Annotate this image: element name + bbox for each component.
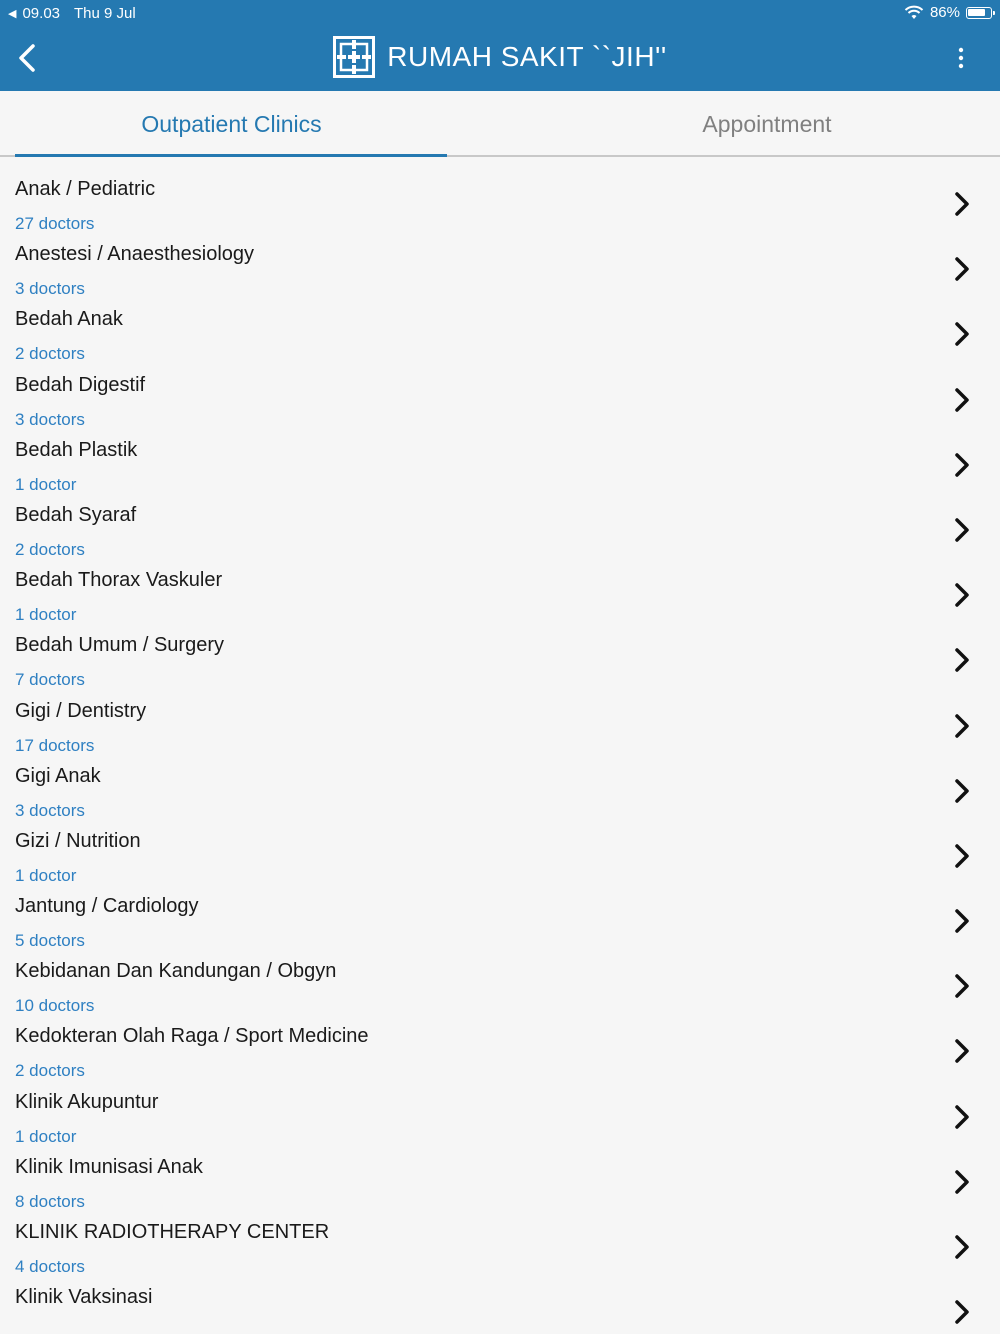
back-to-app-icon[interactable]: ◀ xyxy=(8,8,17,20)
clinic-row[interactable] xyxy=(0,157,1000,233)
chevron-right-icon xyxy=(952,191,972,217)
doctor-count: 10 doctors xyxy=(15,996,95,1016)
clinic-name: Klinik Imunisasi Anak xyxy=(15,1155,203,1178)
clinic-name: Klinik Akupuntur xyxy=(15,1090,159,1113)
chevron-right-icon xyxy=(952,778,972,804)
clinic-name: KLINIK RADIOTHERAPY CENTER xyxy=(15,1221,330,1243)
chevron-right-icon xyxy=(952,1104,972,1130)
clinic-row[interactable] xyxy=(0,1070,1000,1146)
clinic-list xyxy=(0,157,1000,1334)
top-bar xyxy=(0,0,1000,91)
chevron-right-icon xyxy=(952,321,972,347)
chevron-right-icon xyxy=(952,582,972,608)
clinic-name: Kebidanan Dan Kandungan / Obgyn xyxy=(15,960,337,983)
clinic-row[interactable] xyxy=(0,1265,1000,1330)
chevron-right-icon xyxy=(952,1299,972,1325)
status-time: 09.03 xyxy=(22,5,61,22)
chevron-right-icon xyxy=(952,387,972,413)
chevron-right-icon xyxy=(952,908,972,934)
status-right xyxy=(904,4,992,21)
app-title: RUMAH SAKIT ``JIH'' xyxy=(387,41,667,72)
chevron-right-icon xyxy=(952,1169,972,1195)
status-left xyxy=(8,5,136,22)
clinic-name: Gigi / Dentistry xyxy=(15,699,147,722)
hospital-logo-icon xyxy=(333,36,375,78)
clinic-name: Anak / Pediatric xyxy=(15,178,156,200)
chevron-right-icon xyxy=(952,973,972,999)
clinic-name: Bedah Thorax Vaskuler xyxy=(15,569,223,592)
doctor-count: 1 doctor xyxy=(15,474,77,494)
clinic-row[interactable] xyxy=(0,613,1000,690)
doctor-count: 2 doctors xyxy=(15,539,85,559)
clinic-row[interactable] xyxy=(0,1200,1000,1276)
chevron-right-icon xyxy=(952,647,972,673)
wifi-icon xyxy=(904,5,924,20)
doctor-count: 3 doctors xyxy=(15,279,85,299)
clinic-name: Bedah Umum / Surgery xyxy=(15,634,224,657)
clinic-row[interactable] xyxy=(0,353,1000,429)
clinic-row[interactable] xyxy=(0,287,1000,364)
doctor-count: 7 doctors xyxy=(15,670,85,690)
clinic-row[interactable] xyxy=(0,1135,1000,1211)
clinic-name: Bedah Anak xyxy=(15,308,123,331)
clinic-row[interactable] xyxy=(0,483,1000,559)
battery-icon xyxy=(966,7,992,19)
doctor-count: 1 doctor xyxy=(15,605,77,625)
clinic-name: Gizi / Nutrition xyxy=(15,829,141,852)
clinic-name: Bedah Plastik xyxy=(15,438,138,461)
clinic-row[interactable] xyxy=(0,679,1000,755)
clinic-row[interactable] xyxy=(0,548,1000,625)
tab-bar xyxy=(0,91,1000,157)
doctor-count: 3 doctors xyxy=(15,800,85,820)
doctor-count: 5 doctors xyxy=(15,931,85,951)
doctor-count: 3 doctors xyxy=(15,409,85,429)
chevron-right-icon xyxy=(952,713,972,739)
doctor-count: 27 doctors xyxy=(15,214,95,233)
clinic-name: Bedah Digestif xyxy=(15,373,146,396)
status-date: Thu 9 Jul xyxy=(74,5,136,22)
clinic-row[interactable] xyxy=(0,809,1000,885)
more-options-button[interactable] xyxy=(946,40,976,76)
doctor-count: 8 doctors xyxy=(15,1191,85,1211)
clinic-row[interactable] xyxy=(0,222,1000,299)
clinic-row[interactable] xyxy=(0,744,1000,820)
doctor-count: 2 doctors xyxy=(15,344,85,364)
more-vertical-icon xyxy=(958,47,964,69)
clinic-name: Bedah Syaraf xyxy=(15,503,137,526)
clinic-row[interactable] xyxy=(0,1004,1000,1081)
clinic-row[interactable] xyxy=(0,874,1000,951)
chevron-right-icon xyxy=(952,256,972,282)
clinic-name: Jantung / Cardiology xyxy=(15,895,199,918)
chevron-right-icon xyxy=(952,1038,972,1064)
chevron-right-icon xyxy=(952,1234,972,1260)
doctor-count: 4 doctors xyxy=(15,1257,85,1276)
clinic-row[interactable] xyxy=(0,939,1000,1016)
chevron-right-icon xyxy=(952,452,972,478)
tab-outpatient-clinics[interactable]: Outpatient Clinics xyxy=(141,110,322,137)
doctor-count: 17 doctors xyxy=(15,735,95,755)
clinic-name: Kedokteran Olah Raga / Sport Medicine xyxy=(15,1025,369,1048)
clinic-name: Anestesi / Anaesthesiology xyxy=(15,243,255,266)
nav-bar xyxy=(0,26,1000,91)
clinic-name: Gigi Anak xyxy=(15,764,101,787)
doctor-count: 1 doctor xyxy=(15,865,77,885)
battery-percent: 86% xyxy=(929,4,960,21)
chevron-right-icon xyxy=(952,517,972,543)
doctor-count: 2 doctors xyxy=(15,1061,85,1081)
title-group xyxy=(0,36,1000,78)
status-bar xyxy=(0,0,1000,26)
chevron-right-icon xyxy=(952,843,972,869)
clinic-name: Klinik Vaksinasi xyxy=(15,1286,153,1309)
battery-fill xyxy=(968,9,985,16)
tab-appointment[interactable]: Appointment xyxy=(702,110,832,137)
clinic-row[interactable] xyxy=(0,418,1000,494)
doctor-count: 1 doctor xyxy=(15,1126,77,1146)
